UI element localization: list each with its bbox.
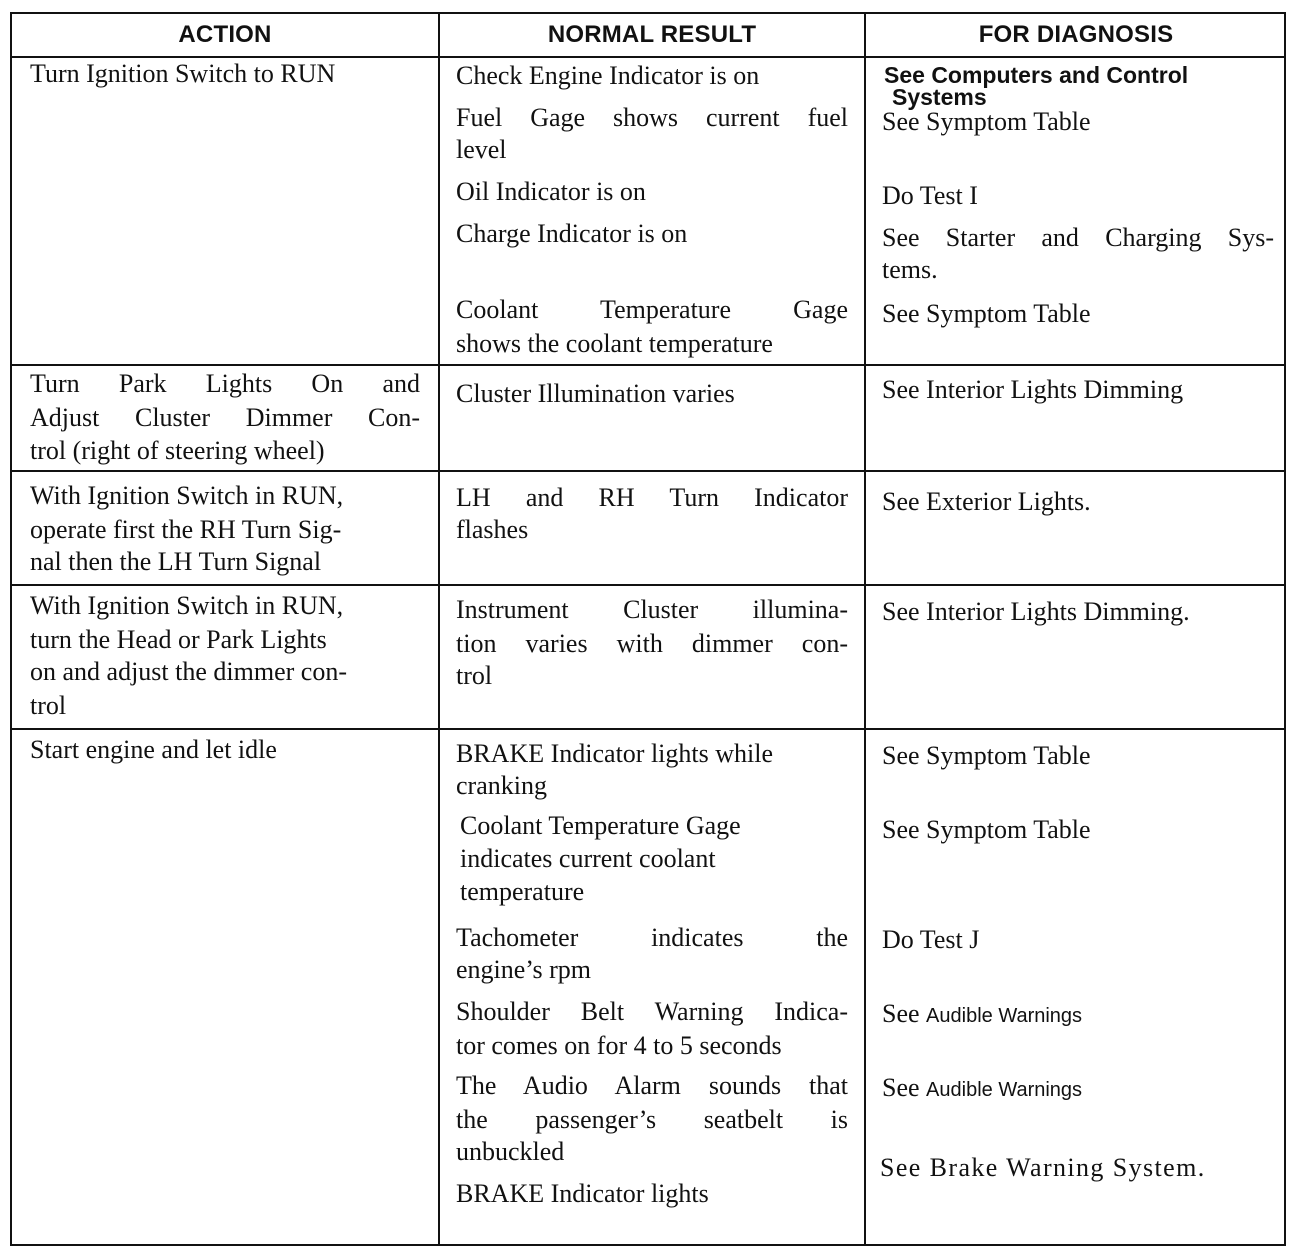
row5-result-3a: Tachometer indicates the	[456, 923, 848, 952]
row1-result-3: Oil Indicator is on	[456, 177, 646, 206]
row4-result-c: trol	[456, 661, 493, 690]
row5-result-5a: The Audio Alarm sounds that	[456, 1071, 848, 1100]
row1-diagnosis-4a: See Starter and Charging Sys-	[882, 223, 1274, 252]
row4-action-d: trol	[30, 691, 67, 720]
row-divider	[12, 728, 1284, 730]
row4-action-b: turn the Head or Park Lights	[30, 625, 327, 654]
row5-diagnosis-3: Do Test J	[882, 925, 980, 954]
header-for-diagnosis: FOR DIAGNOSIS	[978, 21, 1174, 48]
row4-diagnosis: See Interior Lights Dimming.	[882, 597, 1190, 626]
row5-diagnosis-6: See Brake Warning System.	[880, 1153, 1206, 1182]
row5-result-2a: Coolant Temperature Gage	[460, 811, 741, 840]
row5-result-4b: tor comes on for 4 to 5 seconds	[456, 1031, 782, 1060]
audible-warnings-ref: Audible Warnings	[926, 1079, 1083, 1101]
row-divider	[12, 470, 1284, 472]
row5-result-1b: cranking	[456, 771, 547, 800]
row-divider	[12, 364, 1284, 366]
row1-result-2a: Fuel Gage shows current fuel	[456, 103, 848, 132]
row4-action-c: on and adjust the dimmer con-	[30, 657, 347, 686]
see-label: See	[882, 1073, 920, 1102]
row1-diagnosis-4b: tems.	[882, 255, 938, 284]
row5-result-1a: BRAKE Indicator lights while	[456, 739, 774, 768]
row1-diagnosis-3: Do Test I	[882, 181, 978, 210]
row3-action-b: operate first the RH Turn Sig-	[30, 515, 342, 544]
row2-result: Cluster Illumination varies	[456, 379, 735, 408]
column-divider	[864, 14, 866, 1244]
row3-action-c: nal then the LH Turn Signal	[30, 547, 322, 576]
row1-result-5a: Coolant Temperature Gage	[456, 295, 848, 324]
row1-diagnosis-5: See Symptom Table	[882, 299, 1091, 328]
row3-action-a: With Ignition Switch in RUN,	[30, 481, 344, 510]
row4-action-a: With Ignition Switch in RUN,	[30, 591, 344, 620]
row1-result-1: Check Engine Indicator is on	[456, 61, 760, 90]
header-action: ACTION	[178, 21, 272, 48]
row5-result-2c: temperature	[460, 877, 585, 906]
row1-result-4: Charge Indicator is on	[456, 219, 688, 248]
row5-diagnosis-2: See Symptom Table	[882, 815, 1091, 844]
row5-result-4a: Shoulder Belt Warning Indica-	[456, 997, 848, 1026]
see-label: See	[882, 999, 920, 1028]
row4-result-a: Instrument Cluster illumina-	[456, 595, 848, 624]
row4-result-b: tion varies with dimmer con-	[456, 629, 848, 658]
column-divider	[438, 14, 440, 1244]
row1-diagnosis-1a: See Computers and Control	[884, 62, 1189, 88]
row-divider	[12, 584, 1284, 586]
diagnosis-table	[10, 12, 1286, 1246]
row1-result-2b: level	[456, 135, 507, 164]
row5-diagnosis-4	[882, 998, 1082, 1032]
row5-diagnosis-5	[882, 1072, 1082, 1106]
row5-result-3b: engine’s rpm	[456, 955, 592, 984]
row3-result-a: LH and RH Turn Indicator	[456, 483, 848, 512]
row3-result-b: flashes	[456, 515, 529, 544]
row1-result-5b: shows the coolant temperature	[456, 329, 773, 358]
row5-result-6: BRAKE Indicator lights	[456, 1179, 709, 1208]
row2-action-c: trol (right of steering wheel)	[30, 436, 325, 465]
row5-result-2b: indicates current coolant	[460, 844, 716, 873]
row5-result-5c: unbuckled	[456, 1137, 565, 1166]
audible-warnings-ref: Audible Warnings	[926, 1005, 1083, 1027]
row5-result-5b: the passenger’s seatbelt is	[456, 1105, 848, 1134]
header-normal-result: NORMAL RESULT	[547, 21, 757, 48]
row1-action: Turn Ignition Switch to RUN	[30, 59, 336, 88]
row2-action-b: Adjust Cluster Dimmer Con-	[30, 403, 420, 432]
row2-action-a: Turn Park Lights On and	[30, 369, 420, 398]
row1-diagnosis-1b: Systems	[892, 84, 987, 110]
row2-diagnosis: See Interior Lights Dimming	[882, 375, 1184, 404]
row5-diagnosis-1: See Symptom Table	[882, 741, 1091, 770]
row5-action: Start engine and let idle	[30, 735, 277, 764]
row3-diagnosis: See Exterior Lights.	[882, 487, 1091, 516]
row1-diagnosis-2: See Symptom Table	[882, 107, 1091, 136]
